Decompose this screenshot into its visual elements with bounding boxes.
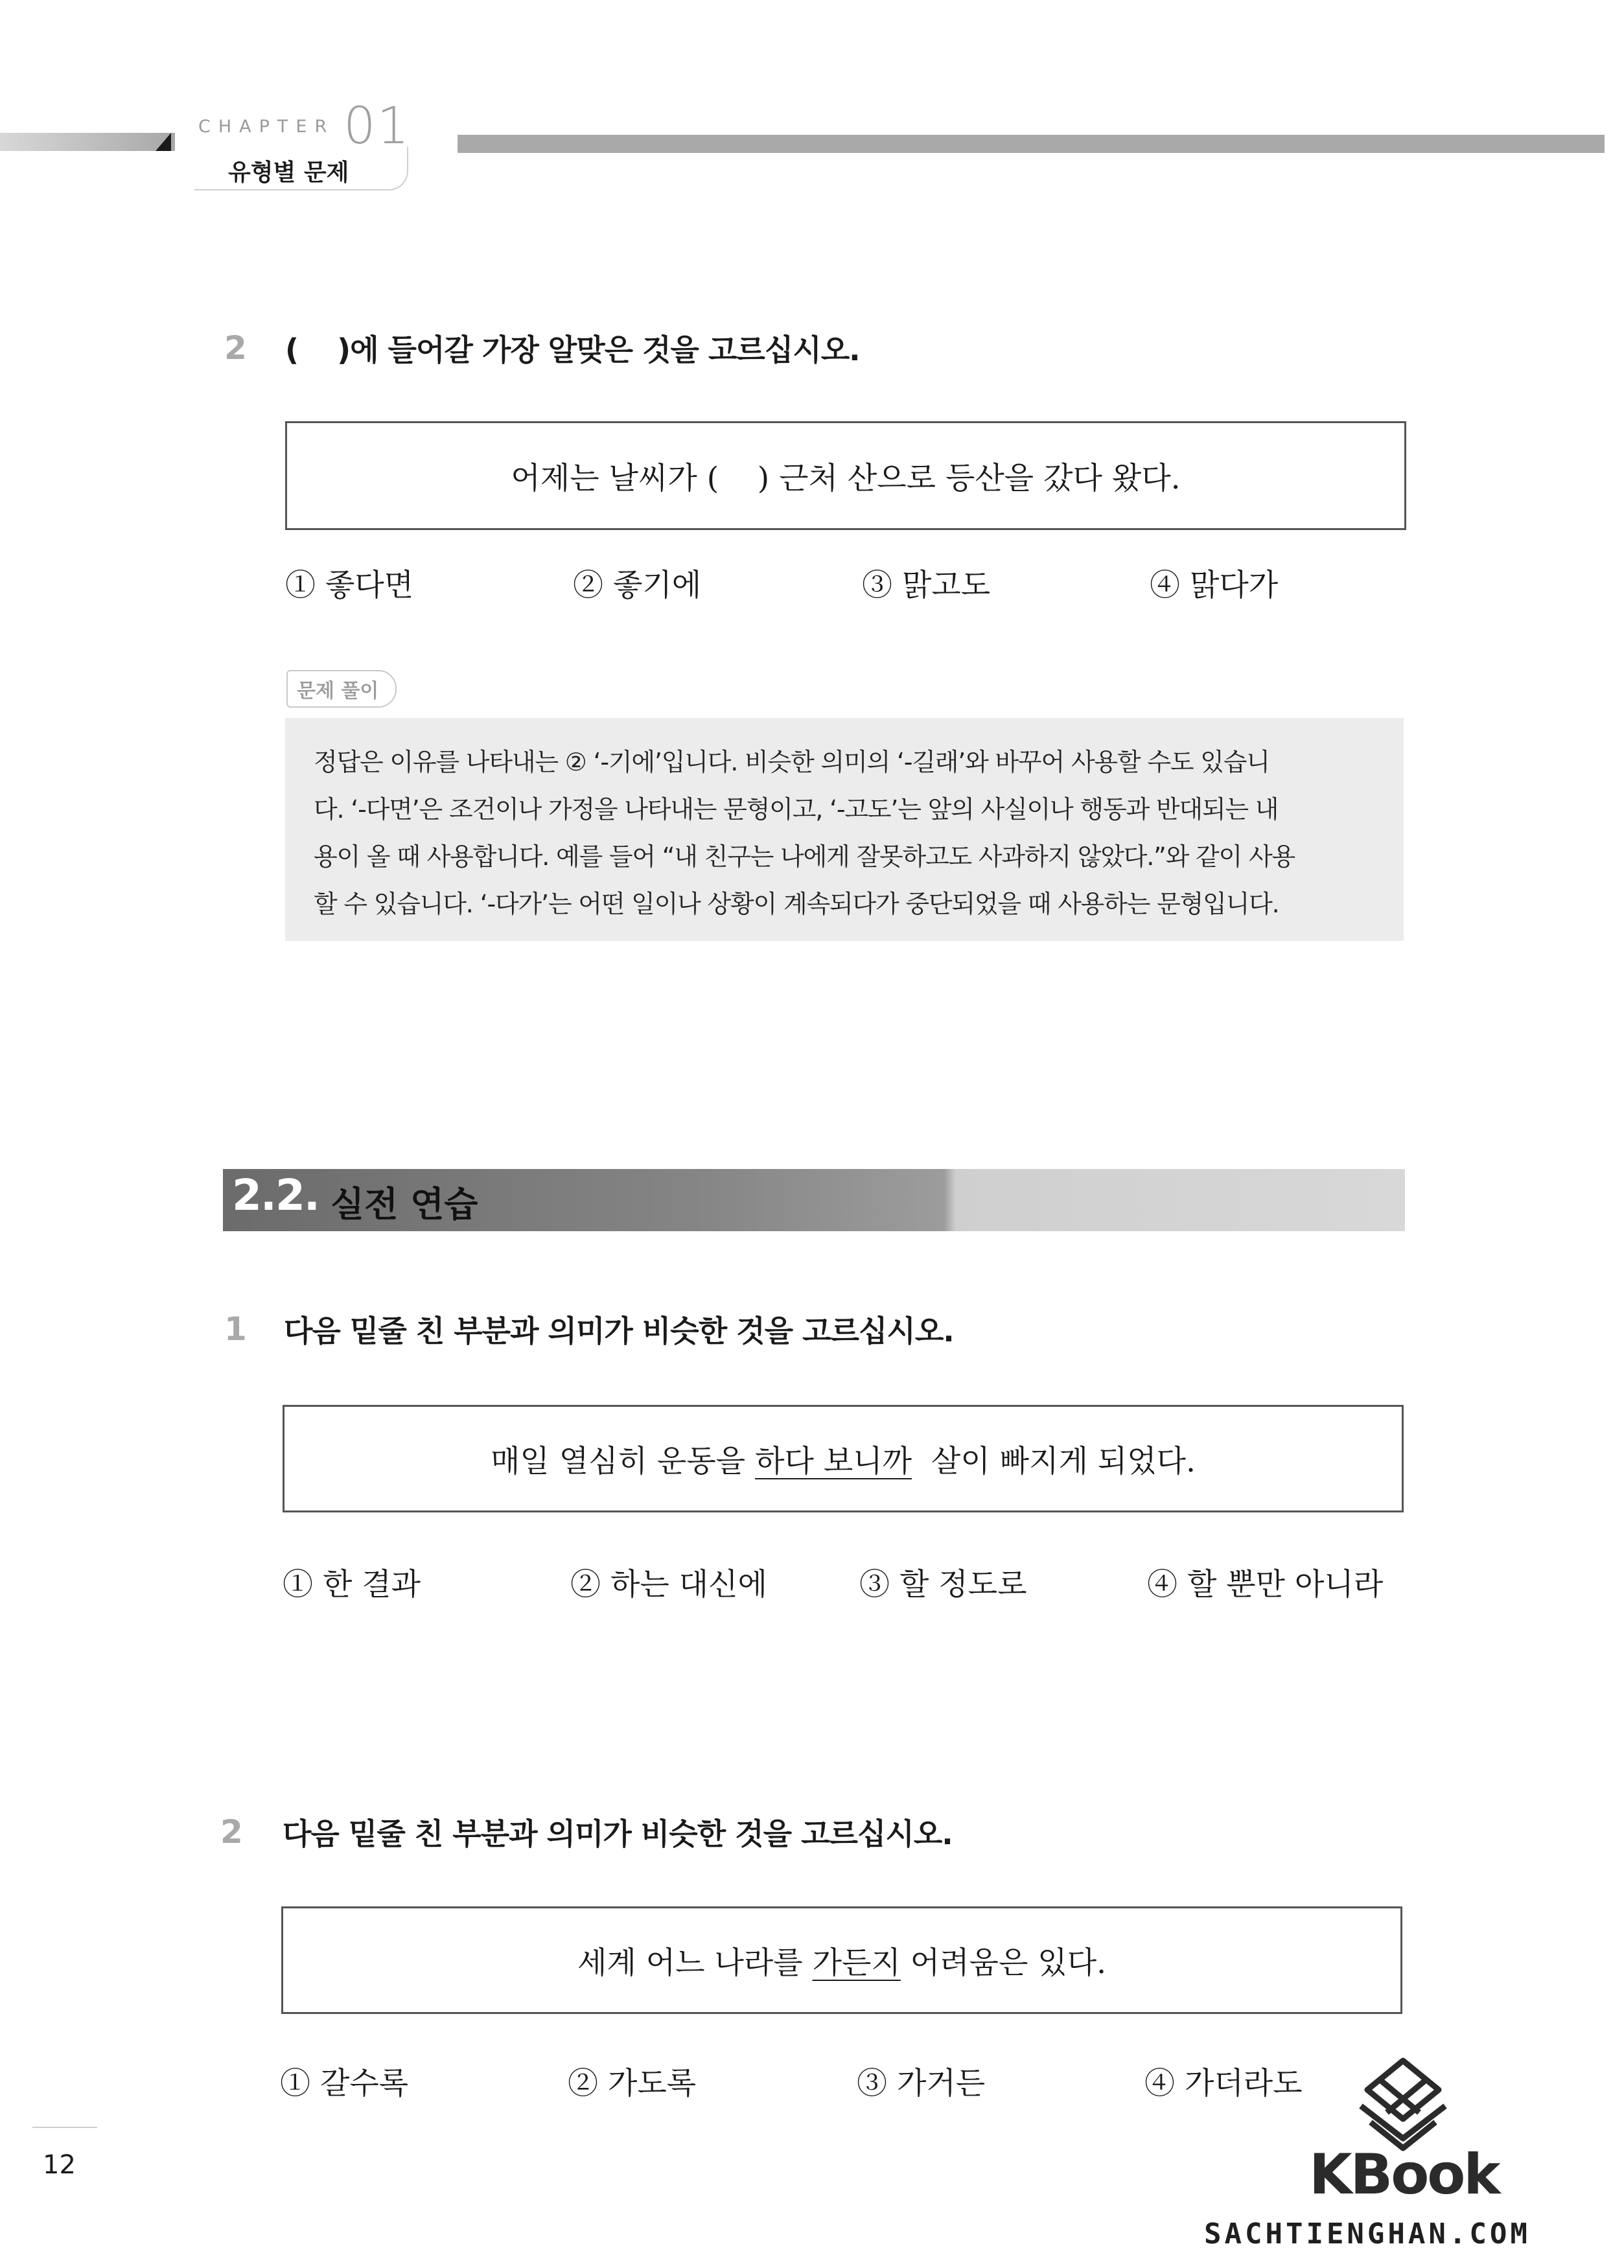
explanation-line-3: 용이 올 때 사용합니다. 예를 들어 “내 친구는 나에게 잘못하고도 사과하지 않았다.”와 같이 사용 [314, 842, 1295, 871]
page-number: 12 [43, 2150, 76, 2180]
practice-2-sentence-before: 세계 어느 나라를 [577, 1945, 813, 1981]
explanation-line-4: 할 수 있습니다. ‘-다가’는 어떤 일이나 상황이 계속되다가 중단되었을 때 사용하는 문형입니다. [314, 890, 1279, 918]
practice-1-option-4[interactable]: ④ 할 뿐만 아니라 [1147, 1567, 1384, 1603]
practice-2-option-1[interactable]: ① 갈수록 [280, 2066, 409, 2101]
practice-2-sentence-box [281, 1906, 1402, 2014]
explanation-line-2: 다. ‘-다면’은 조건이나 가정을 나타내는 문형이고, ‘-고도’는 앞의 사실이나 행동과 반대되는 내 [314, 795, 1279, 824]
practice-2-option-3[interactable]: ③ 가거든 [857, 2066, 986, 2101]
header-bar-right [458, 135, 1605, 153]
practice-1-sentence [491, 1437, 1196, 1481]
practice-2-sentence-after: 어려움은 있다. [900, 1945, 1107, 1981]
practice-1-sentence-box [283, 1405, 1404, 1512]
example-option-4[interactable]: ④ 맑다가 [1150, 568, 1279, 603]
header-triangle-marker [156, 133, 171, 151]
practice-1-sentence-after: 살이 빠지게 되었다. [912, 1443, 1196, 1479]
practice-2-option-2[interactable]: ② 가도록 [568, 2066, 697, 2101]
practice-2-underlined-phrase: 가든지 [812, 1945, 901, 1981]
practice-1-prompt: 다음 밑줄 친 부분과 의미가 비슷한 것을 고르십시오. [284, 1313, 954, 1348]
explanation-tag: 문제 풀이 [286, 670, 397, 708]
example-sentence-box [285, 421, 1406, 530]
header-bar-left [0, 133, 175, 151]
example-option-1[interactable]: ① 좋다면 [285, 568, 414, 603]
kbook-site-url: SACHTIENGHAN.COM [1204, 2217, 1531, 2251]
example-question-prompt: ( )에 들어갈 가장 알맞은 것을 고르십시오. [285, 332, 860, 367]
practice-2-option-4[interactable]: ④ 가더라도 [1144, 2066, 1303, 2101]
page-number-rule [32, 2127, 97, 2128]
section-title: 유형별 문제 [228, 159, 349, 186]
practice-1-option-3[interactable]: ③ 할 정도로 [859, 1567, 1027, 1603]
explanation-line-1: 정답은 이유를 나타내는 ② ‘-기에’입니다. 비슷한 의미의 ‘-길래’와 바꾸어 사용할 수도 있습니 [314, 748, 1270, 776]
kbook-logo-text: KBook [1309, 2142, 1499, 2207]
practice-1-option-1[interactable]: ① 한 결과 [283, 1567, 421, 1603]
practice-2-number: 2 [220, 1813, 243, 1851]
practice-1-option-2[interactable]: ② 하는 대신에 [570, 1567, 767, 1603]
explanation-box [285, 718, 1404, 941]
practice-1-sentence-before: 매일 열심히 운동을 [491, 1443, 756, 1479]
practice-2-sentence [577, 1939, 1106, 1982]
example-option-2[interactable]: ② 좋기에 [573, 568, 702, 603]
practice-1-number: 1 [224, 1310, 247, 1348]
example-option-3[interactable]: ③ 맑고도 [862, 568, 991, 603]
practice-2-prompt: 다음 밑줄 친 부분과 의미가 비슷한 것을 고르십시오. [283, 1816, 953, 1851]
example-sentence: 어제는 날씨가 ( ) 근처 산으로 등산을 갔다 왔다. [511, 460, 1181, 496]
section-heading: 실전 연습 [331, 1184, 478, 1225]
chapter-label: CHAPTER [198, 117, 335, 137]
practice-1-underlined-phrase: 하다 보니까 [755, 1443, 912, 1479]
chapter-number: 01 [343, 97, 411, 156]
example-question-number: 2 [224, 329, 247, 367]
section-number: 2.2. [232, 1170, 319, 1220]
